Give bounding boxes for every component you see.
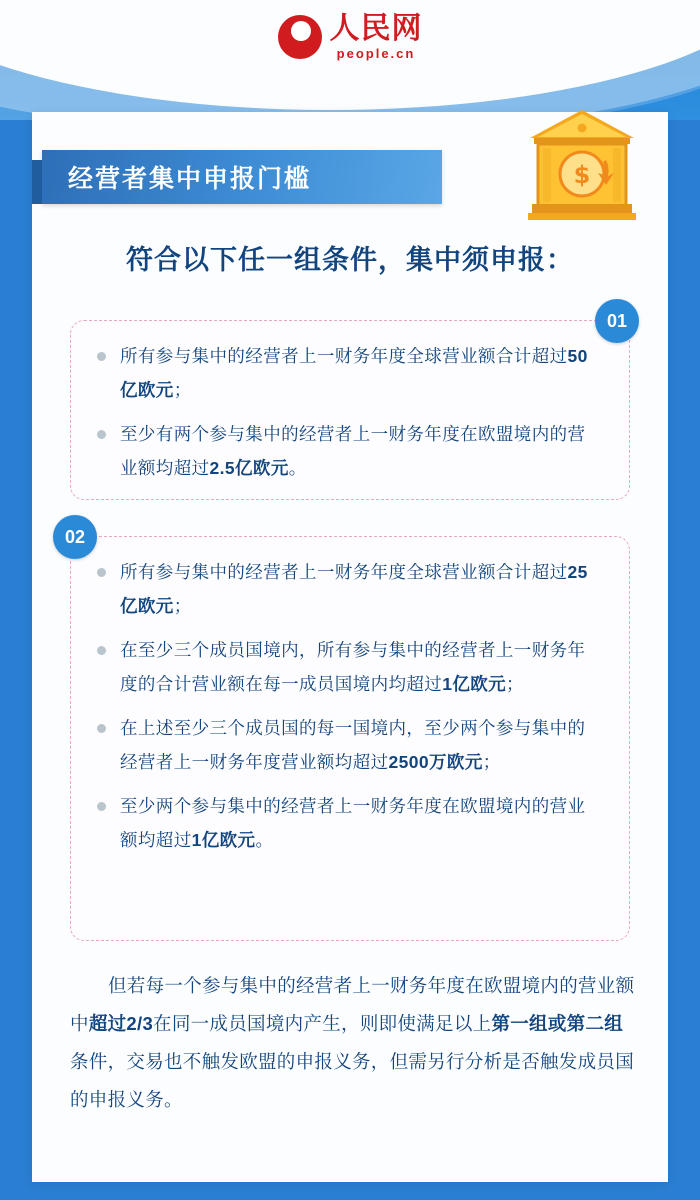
- condition-text: 所有参与集中的经营者上一财务年度全球营业额合计超过50亿欧元；: [120, 346, 588, 400]
- bullet-dot-icon: [97, 646, 106, 655]
- condition-text: 至少两个参与集中的经营者上一财务年度在欧盟境内的营业额均超过1亿欧元。: [120, 796, 586, 850]
- headline: 符合以下任一组条件，集中须申报：: [126, 245, 574, 276]
- list-item: [93, 417, 599, 485]
- group-badge-1: 01: [595, 299, 639, 343]
- logo-text: [329, 11, 423, 61]
- logo-title-cn: 人民网: [329, 11, 423, 46]
- site-logo[interactable]: [0, 11, 700, 61]
- list-item: [93, 633, 599, 701]
- bullet-dot-icon: [97, 724, 106, 733]
- list-item: [93, 789, 599, 857]
- condition-group-2: [64, 526, 630, 941]
- condition-text: 所有参与集中的经营者上一财务年度全球营业额合计超过25亿欧元；: [120, 562, 588, 616]
- condition-group-1: [70, 310, 630, 500]
- condition-text: 至少有两个参与集中的经营者上一财务年度在欧盟境内的营业额均超过2.5亿欧元。: [120, 424, 586, 478]
- list-item: [93, 555, 599, 623]
- condition-text: 在上述至少三个成员国的每一国境内，至少两个参与集中的经营者上一财务年度营业额均超过2500万欧元；: [120, 718, 586, 772]
- list-item: [93, 339, 599, 407]
- bullet-dot-icon: [97, 430, 106, 439]
- logo-title-en: people.cn: [336, 46, 416, 61]
- svg-text:$: $: [573, 161, 591, 189]
- group-badge-2: 02: [53, 515, 97, 559]
- section-title: 经营者集中申报门槛: [68, 164, 312, 193]
- condition-list-2: [71, 537, 629, 857]
- content-card: [32, 112, 668, 1182]
- list-item: [93, 711, 599, 779]
- section-title-bar: [42, 150, 442, 204]
- condition-list-1: [71, 321, 629, 485]
- footer-note: 但若每一个参与集中的经营者上一财务年度在欧盟境内的营业额中超过2/3在同一成员国境内产生，则即使满足以上第一组或第二组条件，交易也不触发欧盟的申报义务，但需另行分析是否触发成员国的申报义务。: [70, 975, 635, 1110]
- bullet-dot-icon: [97, 568, 106, 577]
- bullet-dot-icon: [97, 352, 106, 361]
- condition-text: 在至少三个成员国境内，所有参与集中的经营者上一财务年度的合计营业额在每一成员国境内均超过1亿欧元；: [120, 640, 586, 694]
- people-cn-logo-icon: [278, 15, 322, 59]
- bullet-dot-icon: [97, 802, 106, 811]
- bank-building-icon: [522, 104, 642, 222]
